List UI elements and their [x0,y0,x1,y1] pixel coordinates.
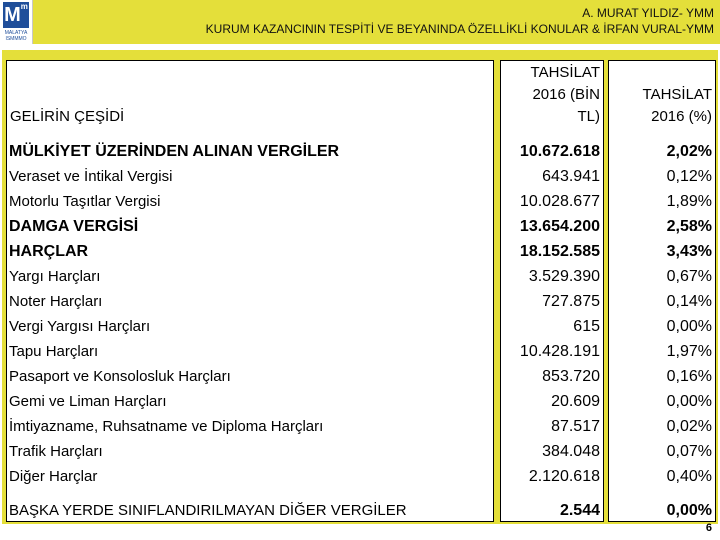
row-percent: 2,58% [666,218,712,235]
row-percent: 0,00% [666,318,712,335]
row-percent: 3,43% [666,243,712,260]
row-percent: 0,67% [666,268,712,285]
row-percent: 0,40% [666,468,712,485]
row-percent: 0,00% [666,502,712,519]
row-name: DAMGA VERGİSİ [9,218,139,235]
row-percent: 1,89% [666,193,712,210]
row-percent: 2,02% [666,143,712,160]
row-amount: 643.941 [542,168,600,185]
row-percent: 0,02% [666,418,712,435]
table-row [0,214,720,239]
table-row [0,414,720,439]
row-name: Noter Harçları [9,293,103,310]
table-row [0,389,720,414]
header-title: KURUM KAZANCININ TESPİTİ VE BEYANINDA ÖZELLİKLİ KONULAR & İRFAN VURAL-YMM [205,22,714,36]
row-name: Vergi Yargısı Harçları [9,318,151,335]
row-percent: 0,07% [666,443,712,460]
row-amount: 727.875 [542,293,600,310]
page-number: 6 [705,522,712,534]
row-amount: 10.028.677 [519,193,600,210]
logo [0,0,33,44]
row-name: Tapu Harçları [9,343,99,360]
row-name: Yargı Harçları [9,268,101,285]
row-percent: 0,00% [666,393,712,410]
row-amount: 384.048 [542,443,600,460]
column-header-percent: TAHSİLAT 2016 (%) [642,86,712,125]
row-amount: 13.654.200 [519,218,600,235]
table-row [0,339,720,364]
table-row-other-taxes [0,498,720,523]
row-percent: 1,97% [666,343,712,360]
row-percent: 0,16% [666,368,712,385]
row-name: Motorlu Taşıtlar Vergisi [9,193,161,210]
table-row [0,364,720,389]
logo-mark: $M^m$ [4,2,28,26]
row-amount: 3.529.390 [528,268,600,285]
row-amount: 2.544 [559,502,600,519]
row-name: Veraset ve İntikal Vergisi [9,168,173,185]
row-amount: 10.672.618 [519,143,600,160]
table-row [0,264,720,289]
row-amount: 20.609 [551,393,600,410]
row-name: Diğer Harçlar [9,468,98,485]
row-name: Gemi ve Liman Harçları [9,393,167,410]
row-name: Pasaport ve Konsolosluk Harçları [9,368,231,385]
table-row [0,189,720,214]
row-percent: 0,14% [666,293,712,310]
row-amount: 18.152.585 [519,243,600,260]
header-author: A. MURAT YILDIZ- YMM [582,6,714,20]
row-amount: 615 [573,318,600,335]
row-name: İmtiyazname, Ruhsatname ve Diploma Harçları [9,418,324,435]
table-row [0,289,720,314]
row-amount: 10.428.191 [519,343,600,360]
row-percent: 0,12% [666,168,712,185]
table-row [0,139,720,164]
table-row [0,314,720,339]
row-name: BAŞKA YERDE SINIFLANDIRILMAYAN DİĞER VERGİLER [9,502,407,519]
row-amount: 2.120.618 [528,468,600,485]
column-header-label: GELİRİN ÇEŞİDİ [10,108,125,125]
table-row [0,439,720,464]
table-row [0,239,720,264]
table-row [0,164,720,189]
row-name: MÜLKİYET ÜZERİNDEN ALINAN VERGİLER [9,143,340,160]
column-header-amount: TAHSİLAT 2016 (BİN TL) [530,64,600,125]
table-row [0,464,720,489]
row-amount: 853.720 [542,368,600,385]
row-name: Trafik Harçları [9,443,103,460]
row-amount: 87.517 [551,418,600,435]
logo-subtitle: MALATYA ISMMMO [4,30,28,42]
row-name: HARÇLAR [9,243,89,260]
